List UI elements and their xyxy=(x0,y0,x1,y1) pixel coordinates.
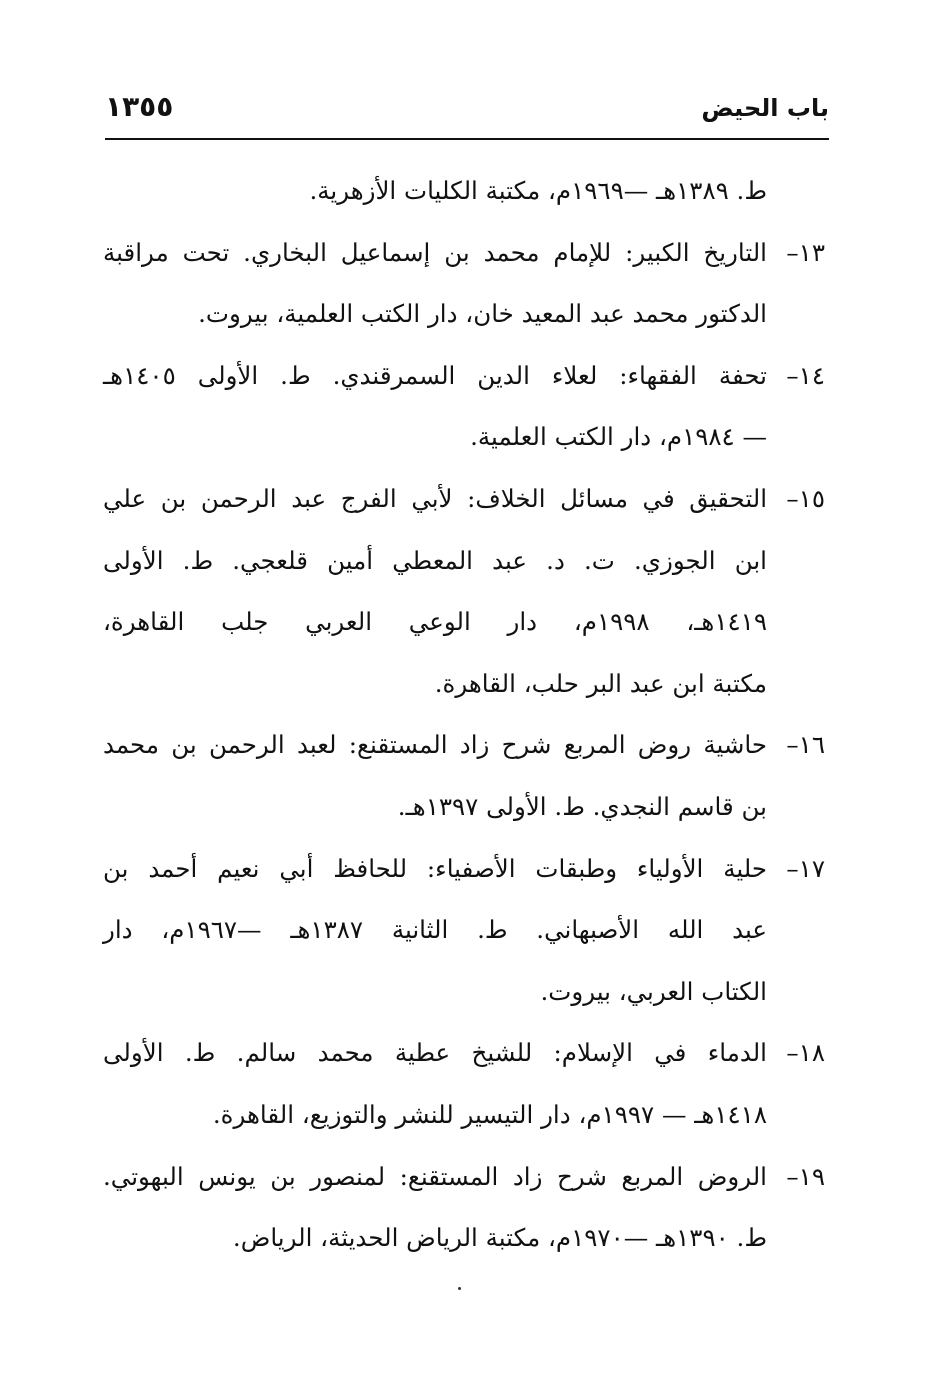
entry-line: حاشية روض المربع شرح زاد المستقنع: لعبد الرحمن بن محمد xyxy=(103,730,767,760)
entry-line: عبد الله الأصبهاني. ط. الثانية ١٣٨٧هـ —١٩٦٧م، دار xyxy=(103,915,767,945)
entry-line: ابن الجوزي. ت. د. عبد المعطي أمين قلعجي. ط. الأولى xyxy=(103,545,767,575)
entry-number: ١٦– xyxy=(786,730,825,760)
entry-number: ١٨– xyxy=(786,1038,825,1068)
continued-entry-line: ط. ١٣٨٩هـ —١٩٦٩م، مكتبة الكليات الأزهرية. xyxy=(309,176,767,205)
page-header xyxy=(105,88,829,128)
bibliography-entry-14 xyxy=(103,345,825,468)
entry-number: ١٣– xyxy=(786,237,825,267)
bibliography-entry-15 xyxy=(103,468,825,714)
bibliography-entry-19 xyxy=(103,1146,825,1269)
page-number: ١٣٥٥ xyxy=(105,90,174,123)
entry-line: مكتبة ابن عبد البر حلب، القاهرة. xyxy=(434,668,767,698)
header-rule xyxy=(105,138,829,140)
entry-number: ١٩– xyxy=(786,1161,825,1191)
entry-line: التحقيق في مسائل الخلاف: لأبي الفرج عبد الرحمن بن علي xyxy=(103,483,767,513)
entry-line: الكتاب العربي، بيروت. xyxy=(540,976,767,1006)
bibliography-entry-13 xyxy=(103,222,825,345)
entry-line: الدماء في الإسلام: للشيخ عطية محمد سالم. ط. الأولى xyxy=(103,1038,767,1068)
entry-number: ١٥– xyxy=(786,483,825,513)
entry-line: ط. ١٣٩٠هـ —١٩٧٠م، مكتبة الرياض الحديثة، الرياض. xyxy=(232,1223,767,1253)
bibliography-entry-18 xyxy=(103,1022,825,1145)
entry-number: ١٧– xyxy=(786,853,825,883)
bibliography-list xyxy=(103,160,825,1269)
entry-line: بن قاسم النجدي. ط. الأولى ١٣٩٧هـ. xyxy=(397,791,767,821)
entry-line: حلية الأولياء وطبقات الأصفياء: للحافظ أبي نعيم أحمد بن xyxy=(103,853,767,883)
entry-line: — ١٩٨٤م، دار الكتب العلمية. xyxy=(470,422,767,452)
entry-number: ١٤– xyxy=(786,360,825,390)
entry-line: ١٤١٨هـ — ١٩٩٧م، دار التيسير للنشر والتوزيع، القاهرة. xyxy=(212,1099,767,1129)
entry-line: الروض المربع شرح زاد المستقنع: لمنصور بن يونس البهوتي. xyxy=(103,1161,767,1191)
entry-line: التاريخ الكبير: للإمام محمد بن إسماعيل البخاري. تحت مراقبة xyxy=(103,237,767,267)
entry-line: الدكتور محمد عبد المعيد خان، دار الكتب العلمية، بيروت. xyxy=(198,299,767,329)
bibliography-entry-17 xyxy=(103,838,825,1023)
entry-line: ١٤١٩هـ، ١٩٩٨م، دار الوعي العربي جلب القاهرة، xyxy=(103,607,767,637)
entry-line: تحفة الفقهاء: لعلاء الدين السمرقندي. ط. الأولى ١٤٠٥هـ xyxy=(103,360,767,390)
page-speck xyxy=(458,1287,461,1290)
chapter-title: باب الحيض xyxy=(701,94,829,122)
bibliography-entry-16 xyxy=(103,714,825,837)
